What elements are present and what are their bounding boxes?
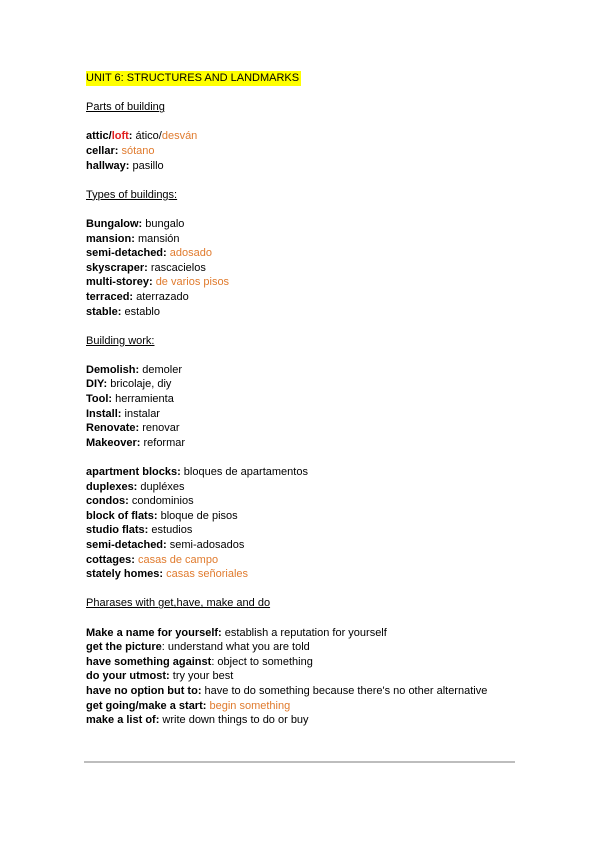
definition: demoler — [139, 363, 182, 376]
vocab-entry — [86, 626, 526, 641]
definition: instalar — [121, 407, 160, 420]
vocab-entry — [86, 217, 526, 232]
term: Make a name for yourself: — [86, 626, 222, 639]
vocab-entry — [86, 290, 526, 305]
vocab-entry — [86, 232, 526, 247]
definition: rascacielos — [147, 261, 206, 274]
vocab-entry — [86, 553, 526, 568]
term: Renovate: — [86, 422, 140, 435]
vocab-entry — [86, 699, 526, 714]
vocab-entry — [86, 246, 526, 261]
list-building-work — [86, 363, 526, 451]
term: apartment blocks: — [86, 466, 181, 479]
vocab-entry — [86, 523, 526, 538]
term: studio flats: — [86, 524, 149, 537]
definition: write down things to do or buy — [159, 714, 309, 727]
term: get the picture — [86, 641, 162, 654]
term: semi-detached: — [86, 247, 167, 260]
term: Bungalow: — [86, 217, 143, 230]
term: terraced: — [86, 290, 134, 303]
definition: renovar — [139, 422, 180, 435]
term: duplexes: — [86, 480, 138, 493]
term: hallway: — [86, 159, 130, 172]
term: Demolish: — [86, 363, 140, 376]
vocab-entry — [86, 465, 526, 480]
definition: de varios pisos — [155, 276, 230, 289]
vocab-entry — [86, 684, 526, 699]
vocab-entry — [86, 377, 526, 392]
definition: aterrazado — [133, 290, 189, 303]
vocab-entry — [86, 509, 526, 524]
term: have no option but to: — [86, 684, 202, 697]
term: mansion: — [86, 232, 135, 245]
definition: bungalo — [142, 217, 185, 230]
definition: estudios — [148, 524, 193, 537]
vocab-entry — [86, 640, 526, 655]
vocab-entry — [86, 305, 526, 320]
heading-parts-of-building: Parts of building — [86, 101, 165, 114]
definition: sótano — [121, 144, 155, 157]
entry-attic — [86, 129, 526, 144]
term: attic/ — [86, 130, 112, 143]
vocab-entry — [86, 669, 526, 684]
term: skyscraper: — [86, 261, 148, 274]
footer-divider — [84, 761, 515, 763]
vocab-entry — [86, 655, 526, 670]
definition: pasillo — [129, 159, 164, 172]
term: make a list of: — [86, 714, 160, 727]
heading-types-of-buildings: Types of buildings: — [86, 188, 178, 201]
definition: condominios — [128, 495, 194, 508]
term: cottages: — [86, 553, 135, 566]
vocab-entry — [86, 713, 526, 728]
definition: herramienta — [112, 393, 174, 406]
term: multi-storey: — [86, 276, 153, 289]
vocab-entry — [86, 480, 526, 495]
definition: casas de campo — [137, 553, 219, 566]
term: condos: — [86, 495, 129, 508]
term: stable: — [86, 305, 122, 318]
term: get going/make a start: — [86, 699, 207, 712]
definition: : understand what you are told — [161, 641, 310, 654]
definition: begin something — [209, 699, 291, 712]
definition: bloques de apartamentos — [180, 466, 308, 479]
definition: mansión — [134, 232, 180, 245]
list-types — [86, 217, 526, 319]
definition: reformar — [140, 436, 186, 449]
vocab-entry — [86, 538, 526, 553]
term: stately homes: — [86, 568, 164, 581]
definition-highlight: desván — [161, 130, 198, 143]
definition: establo — [121, 305, 160, 318]
vocab-entry — [86, 363, 526, 378]
page-title: UNIT 6: STRUCTURES AND LANDMARKS — [86, 72, 300, 84]
definition: try your best — [169, 670, 234, 683]
list-homes — [86, 465, 526, 582]
definition: bloque de pisos — [157, 509, 238, 522]
term: Makeover: — [86, 436, 141, 449]
term-highlight: loft — [111, 130, 129, 143]
entry-hallway — [86, 159, 526, 174]
list-phrases — [86, 626, 526, 728]
term: Tool: — [86, 393, 113, 406]
definition: : object to something — [211, 655, 313, 668]
definition: establish a reputation for yourself — [221, 626, 387, 639]
vocab-entry — [86, 261, 526, 276]
vocab-entry — [86, 275, 526, 290]
definition: dupléxes — [137, 480, 185, 493]
vocab-entry — [86, 567, 526, 582]
vocab-entry — [86, 407, 526, 422]
definition: have to do something because there's no other alternative — [201, 684, 488, 697]
vocab-entry — [86, 421, 526, 436]
definition: semi-adosados — [166, 539, 245, 551]
term: do your utmost: — [86, 670, 170, 683]
vocab-entry — [86, 392, 526, 407]
document-content — [86, 71, 526, 728]
heading-phrases: Pharases with get,have, make and do — [86, 597, 271, 610]
definition: bricolaje, diy — [107, 378, 172, 391]
definition: ático/ — [132, 130, 162, 143]
term: cellar: — [86, 144, 119, 157]
term: block of flats: — [86, 509, 158, 522]
term: DIY: — [86, 378, 108, 391]
vocab-entry — [86, 494, 526, 509]
heading-building-work: Building work: — [86, 334, 155, 347]
entry-cellar — [86, 144, 526, 159]
term-colon: : — [128, 130, 133, 143]
term: have something against — [86, 655, 212, 668]
term: semi-detached: — [86, 539, 167, 551]
vocab-entry — [86, 436, 526, 451]
definition: casas señoriales — [166, 568, 249, 581]
term: Install: — [86, 407, 122, 420]
definition: adosado — [169, 247, 212, 260]
